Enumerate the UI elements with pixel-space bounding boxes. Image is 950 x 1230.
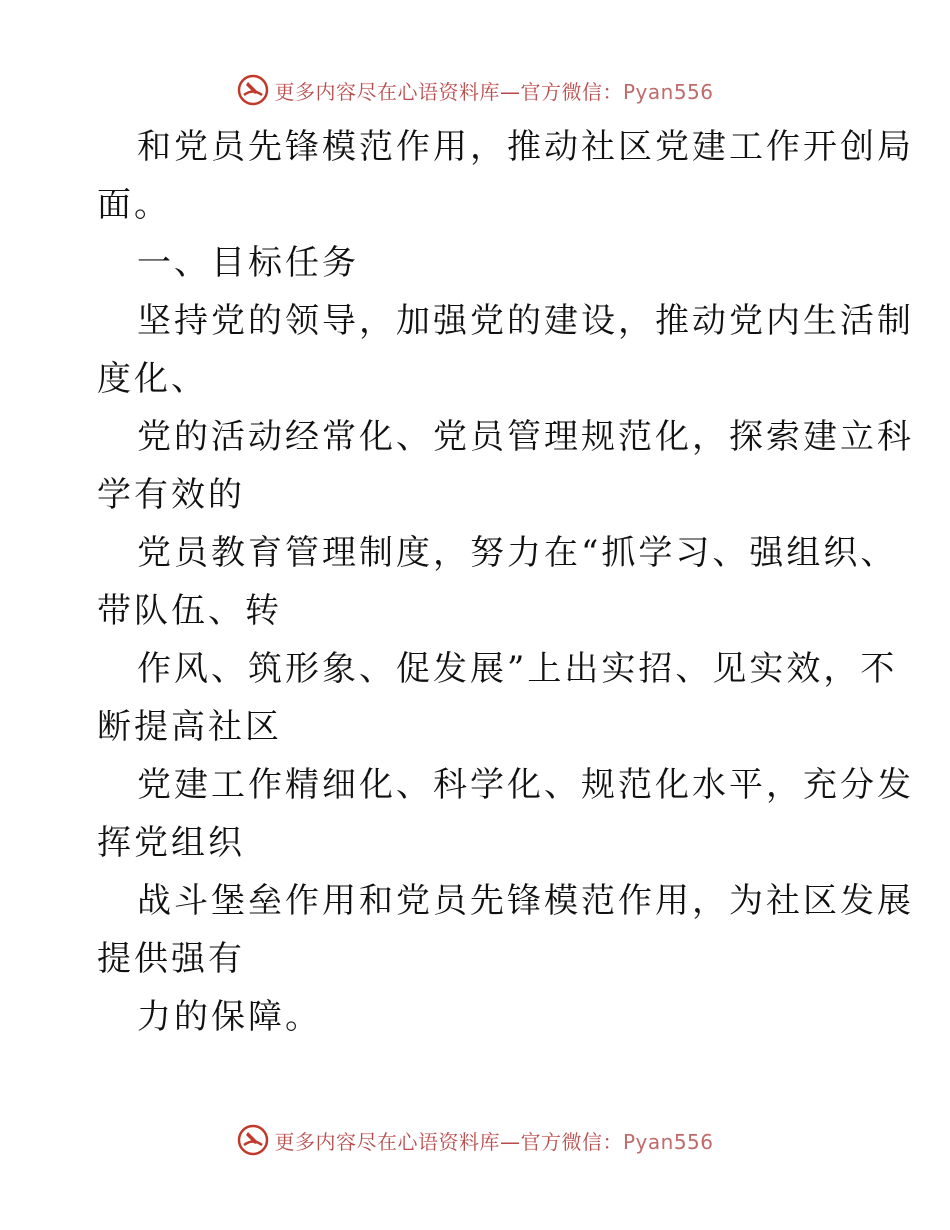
paragraph-line: 战斗堡垒作用和党员先锋模范作用，为社区发展	[137, 881, 914, 921]
paragraph-line: 断提高社区	[97, 707, 282, 747]
document-body	[97, 118, 914, 1046]
paragraph-line: 坚持党的领导，加强党的建设，推动党内生活制	[137, 301, 914, 341]
paragraph-line: 提供强有	[97, 939, 245, 979]
watermark-text: 更多内容尽在心语资料库—官方微信：Pyan556	[274, 1129, 714, 1154]
book-logo-icon	[236, 1123, 270, 1157]
paragraph-line: 党的活动经常化、党员管理规范化，探索建立科	[137, 417, 914, 457]
paragraph-line: 力的保障。	[137, 997, 322, 1037]
paragraph-line: 学有效的	[97, 475, 245, 515]
paragraph-line: 挥党组织	[97, 823, 245, 863]
watermark-text: 更多内容尽在心语资料库—官方微信：Pyan556	[274, 79, 714, 104]
paragraph-line: 带队伍、转	[97, 591, 282, 631]
book-logo-icon	[236, 73, 270, 107]
watermark-header	[0, 72, 950, 108]
paragraph-line: 一、目标任务	[137, 243, 359, 283]
paragraph-line: 党建工作精细化、科学化、规范化水平，充分发	[137, 765, 914, 805]
watermark-footer	[0, 1122, 950, 1158]
paragraph-line: 度化、	[97, 359, 208, 399]
paragraph-line: 面。	[97, 185, 171, 225]
paragraph-line: 党员教育管理制度，努力在“抓学习、强组织、	[137, 533, 898, 573]
paragraph-line: 作风、筑形象、促发展”上出实招、见实效，不	[137, 649, 898, 689]
paragraph-line: 和党员先锋模范作用，推动社区党建工作开创局	[137, 127, 914, 167]
